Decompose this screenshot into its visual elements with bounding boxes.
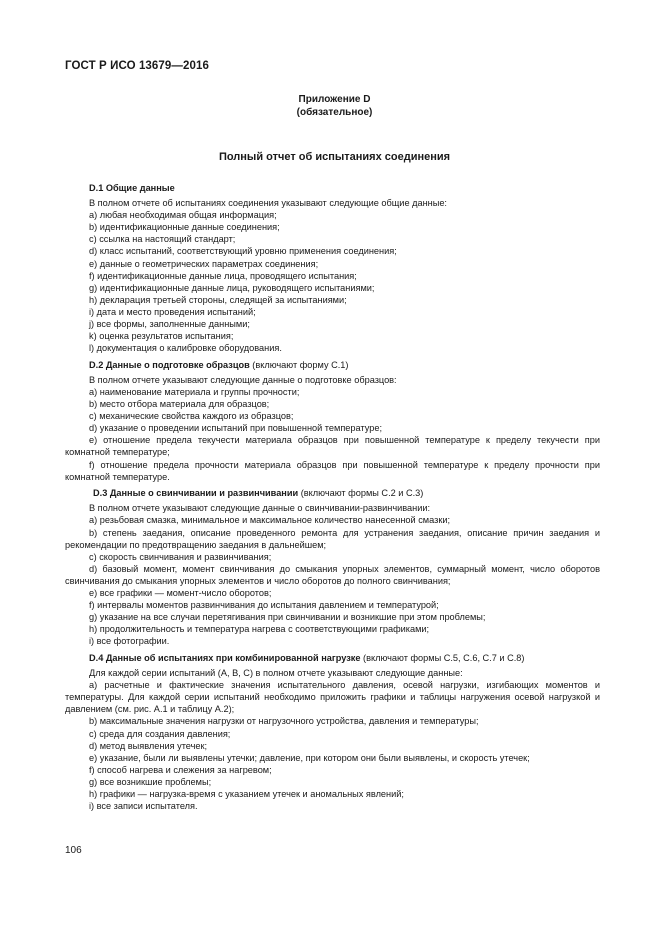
section-heading (89, 182, 600, 194)
list-item: i) все фотографии. (89, 636, 170, 647)
section-heading-note: (включают форму С.1) (249, 359, 349, 370)
section-heading (89, 487, 600, 499)
list-item: d) указание о проведении испытаний при повышенной температуре; (89, 423, 383, 434)
document-title: Полный отчет об испытаниях соединения (218, 151, 451, 163)
section-heading-text: D.3 Данные о свинчивании и развинчивании (93, 488, 299, 499)
list-item: a) резьбовая смазка, минимальное и максимальное количество нанесенной смазки; (89, 515, 451, 526)
list-item: l) документация о калибровке оборудования. (89, 343, 282, 354)
appendix-title: Приложение D (298, 94, 371, 105)
section (89, 182, 600, 354)
list-item: c) скорость свинчивания и развинчивания; (89, 551, 272, 562)
list-item: b) идентификационные данные соединения; (89, 222, 280, 233)
list-item: f) интервалы моментов развинчивания до испытания давлением и температурой; (89, 600, 439, 611)
section-heading (89, 652, 600, 664)
list-item: e) данные о геометрических параметрах соединения; (89, 258, 319, 269)
list-item: g) все возникшие проблемы; (89, 776, 212, 787)
list-item: e) все графики — момент-число оборотов; (89, 588, 272, 598)
list-item: f) идентификационные данные лица, проводящего испытания; (89, 270, 357, 281)
list-item: g) идентификационные данные лица, руководящего испытаниями; (89, 282, 375, 293)
document-header: ГОСТ Р ИСО 13679—2016 (65, 60, 210, 72)
page-number: 106 (65, 845, 82, 856)
list-item: a) любая необходимая общая информация; (89, 210, 277, 221)
section-heading-note: (включают формы С.5, С.6, С.7 и С.8) (360, 652, 525, 663)
list-item: e) указание, были ли выявлены утечки; давление, при котором они были выявлены, и скорость утечек; (89, 752, 530, 763)
list-item: h) декларация третьей стороны, следящей за испытаниями; (89, 294, 347, 305)
section-intro: В полном отчете указывают следующие данные о свинчивании-развинчивании: (89, 503, 431, 514)
list-item: h) продолжительность и температура нагрева с соответствующими графиками; (89, 624, 430, 635)
appendix-status: (обязательное) (296, 107, 373, 118)
list-item: a) наименование материала и группы прочности; (89, 387, 300, 397)
list-item: d) базовый момент, момент свинчивания до смыкания упорных элементов, суммарный момент, число оборотов свинчивания до смыкания упорных элементов и число оборотов до полного свинчивания; (65, 563, 600, 586)
list-item: b) максимальные значения нагрузки от нагрузочного устройства, давления и температуры; (89, 716, 479, 727)
section (65, 359, 600, 483)
section-heading-text: D.1 Общие данные (89, 183, 175, 193)
section-heading (89, 359, 600, 371)
list-item: e) отношение предела текучести материала образцов при повышенной температуре к пределу текучести при комнатной температуре; (65, 435, 600, 458)
list-item: f) отношение предела прочности материала образцов при повышенной температуре к пределу прочности при комнатной температуре. (65, 459, 600, 482)
list-item: k) оценка результатов испытания; (89, 331, 234, 342)
list-item: c) среда для создания давления; (89, 728, 231, 739)
list-item: i) все записи испытателя. (89, 801, 198, 812)
section (65, 487, 600, 647)
appendix-heading (0, 93, 661, 119)
list-item: g) указание на все случаи перетягивания при свинчивании и возникшие при этом проблемы; (89, 612, 486, 623)
section (65, 652, 600, 812)
list-item: b) место отбора материала для образцов; (89, 399, 270, 410)
list-item: f) способ нагрева и слежения за нагревом; (89, 764, 272, 775)
list-item: b) степень заедания, описание проведенного ремонта для устранения заедания, описание причин заедания и рекомендации по предотвращению заедания в дальнейшем; (65, 527, 600, 550)
section-intro: В полном отчете указывают следующие данные о подготовке образцов: (89, 374, 397, 385)
list-item: i) дата и место проведения испытаний; (89, 306, 256, 317)
list-item: j) все формы, заполненные данными; (89, 319, 250, 330)
list-item: d) класс испытаний, соответствующий уровню применения соединения; (89, 246, 397, 257)
section-heading-text: D.2 Данные о подготовке образцов (89, 359, 250, 370)
list-item: c) механические свойства каждого из образцов; (89, 411, 294, 422)
list-item: d) метод выявления утечек; (89, 740, 208, 751)
section-heading-note: (включают формы С.2 и С.3) (298, 488, 424, 499)
section-heading-text: D.4 Данные об испытаниях при комбинированной нагрузке (89, 652, 361, 663)
section-intro: В полном отчете об испытаниях соединения указывают следующие общие данные: (89, 198, 447, 209)
section-intro: Для каждой серии испытаний (А, В, С) в полном отчете указывают следующие данные: (89, 668, 463, 679)
list-item: c) ссылка на настоящий стандарт; (89, 234, 236, 245)
report-body (65, 182, 600, 812)
list-item: a) расчетные и фактические значения испытательного давления, осевой нагрузки, изгибающих моментов и температуры. Для каждой серии испытаний необходимо приложить графики и таблицы нагружения осевой нагрузкой и давлением (см. рис. А.1 и таблицу А.2); (65, 680, 600, 715)
list-item: h) графики — нагрузка-время с указанием утечек и аномальных явлений; (89, 789, 404, 799)
